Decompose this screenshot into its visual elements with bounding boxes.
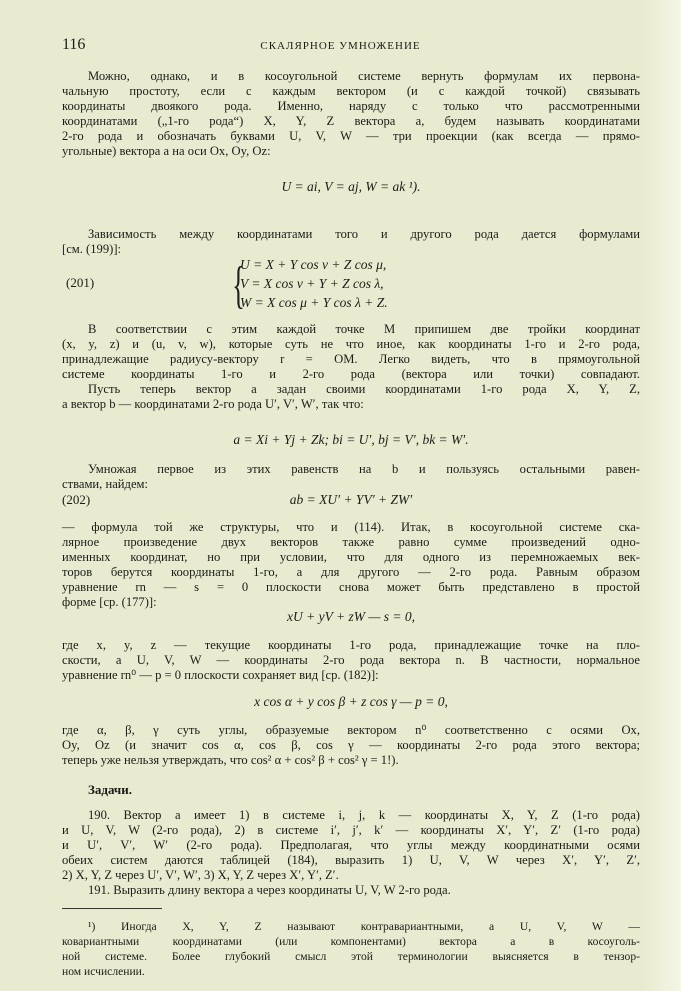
text-line: (x, y, z) и (u, v, w), которые суть не что иное, как координаты 1-го и 2-го рода,: [62, 337, 640, 351]
paragraph-where: [62, 638, 640, 683]
formula-normal: x cos α + y cos β + z cos γ — p = 0,: [254, 694, 448, 709]
page-number: 116: [62, 36, 86, 53]
text-line: 191. Выразить длину вектора a через координаты U, V, W 2-го рода.: [88, 883, 451, 897]
text-line: чальную простоту, если с каждым вектором (и с каждой точкой) связывать: [62, 84, 640, 98]
text-line: а вектор b — координатами 2-го рода U′, V′, W′, так что:: [62, 397, 364, 411]
text-line: координаты двоякого рода. Именно, наряду с только что рассмотренными: [62, 99, 640, 113]
text-line: В соответствии с этим каждой точке M припишем две тройки координат: [88, 322, 640, 336]
text-line: теперь уже нельзя утверждать, что cos² α + cos² β + cos² γ = 1!).: [62, 753, 399, 767]
text-line: ковариантными координатами (или компонентами) вектора a в косоуголь-: [62, 935, 640, 948]
page-edge-shadow: [641, 0, 681, 991]
formula-plane: xU + yV + zW — s = 0,: [287, 609, 415, 624]
formula-projections: U = ai, V = aj, W = ak ¹).: [281, 179, 421, 194]
equation-system-201: [240, 255, 388, 312]
text-line: ¹) Иногда X, Y, Z называют контравариантными, а U, V, W —: [88, 920, 640, 933]
text-line: Умножая первое из этих равенств на b и пользуясь остальными равен-: [88, 462, 640, 476]
paragraph-structure: [62, 520, 640, 610]
text-line: — формула той же структуры, что и (114). Итак, в косоугольной системе ска-: [62, 520, 640, 534]
problems-heading: Задачи.: [88, 782, 132, 797]
text-line: принадлежащие радиусу-вектору r = OM. Легко видеть, что в прямоугольной: [62, 352, 640, 366]
text-line: где x, y, z — текущие координаты 1-го рода, принадлежащие точке на пло-: [62, 638, 640, 652]
equation-line: W = X cos μ + Y cos λ + Z.: [240, 295, 388, 310]
text-line: ствами, найдем:: [62, 477, 149, 491]
problem-191: [62, 883, 640, 898]
text-line: 2-го рода и обозначать буквами U, V, W — три проекции (как всегда — прямо-: [62, 129, 640, 143]
text-line: форме [ср. (177)]:: [62, 595, 157, 609]
text-line: уравнение rn⁰ — p = 0 плоскости сохраняет вид [ср. (182)]:: [62, 668, 379, 682]
text-line: [см. (199)]:: [62, 242, 122, 256]
paragraph-angles: [62, 723, 640, 768]
paragraph-correspondence: [62, 322, 640, 412]
text-line: и U, V, W (2-го рода), 2) в системе i′, j′, k′ — координаты X′, Y′, Z′ (1-го рода): [62, 823, 640, 837]
text-line: и U′, V′, W′ (2-го рода). Предполагая, что углы между координатными осями: [62, 838, 640, 852]
paragraph-multiplying: [62, 462, 640, 492]
brace-icon: {: [232, 257, 245, 314]
text-line: 2) X, Y, Z через U′, V′, W′, 3) X, Y, Z через X′, Y′, Z′.: [62, 868, 339, 882]
text-line: обеих систем даются таблицей (184), выразить 1) U, V, W через X′, Y′, Z′,: [62, 853, 640, 867]
formula-202: ab = XU′ + YV′ + ZW′: [289, 492, 413, 507]
text-line: ном исчислении.: [62, 965, 145, 978]
paragraph-intro: [62, 69, 640, 159]
text-line: ной системе. Более глубокий смысл этой терминологии выясняется в тензор-: [62, 950, 640, 963]
running-head: СКАЛЯРНОЕ УМНОЖЕНИЕ: [260, 40, 421, 52]
formula-vectors: a = Xi + Yj + Zk; bi = U′, bj = V′, bk = W′.: [233, 432, 469, 447]
text-line: именных координат, но при условии, что для одного из перемножаемых век-: [62, 550, 640, 564]
text-line: Oy, Oz (и значит cos α, cos β, cos γ — координаты 2-го рода этого вектора;: [62, 738, 640, 752]
problem-190: [62, 808, 640, 883]
text-line: системе координаты 1-го и 2-го рода (вектора или точки) совпадают.: [62, 367, 640, 381]
text-line: торов берутся координаты 1-го, а для другого — 2-го рода. Равным образом: [62, 565, 640, 579]
text-line: Можно, однако, и в косоугольной системе вернуть формулам их первона-: [88, 69, 640, 83]
text-line: где α, β, γ суть углы, образуемые вектором n⁰ соответственно с осями Ox,: [62, 723, 640, 737]
equation-label-201: (201): [66, 275, 95, 290]
text-line: лярное произведение двух векторов также равно сумме произведений одно-: [62, 535, 640, 549]
text-line: координатами („1-го рода“) X, Y, Z вектора a, будем называть координатами: [62, 114, 640, 128]
equation-label-202: (202): [62, 492, 91, 507]
footnote-divider: [62, 908, 162, 909]
equation-line: U = X + Y cos ν + Z cos μ,: [240, 257, 387, 272]
footnote: [62, 919, 640, 979]
text-line: Пусть теперь вектор a задан своими координатами 1-го рода X, Y, Z,: [88, 382, 640, 396]
text-line: угольные) вектора a на оси Ox, Oy, Oz:: [62, 144, 271, 158]
text-line: уравнение rn — s = 0 плоскости снова может быть представлено в простой: [62, 580, 640, 594]
paragraph-dependence: [62, 227, 640, 257]
text-line: 190. Вектор a имеет 1) в системе i, j, k — координаты X, Y, Z (1-го рода): [88, 808, 640, 822]
text-line: Зависимость между координатами того и другого рода дается формулами: [88, 227, 640, 241]
equation-line: V = X cos ν + Y + Z cos λ,: [240, 276, 384, 291]
text-line: скости, а U, V, W — координаты 2-го рода вектора n. В частности, нормальное: [62, 653, 640, 667]
